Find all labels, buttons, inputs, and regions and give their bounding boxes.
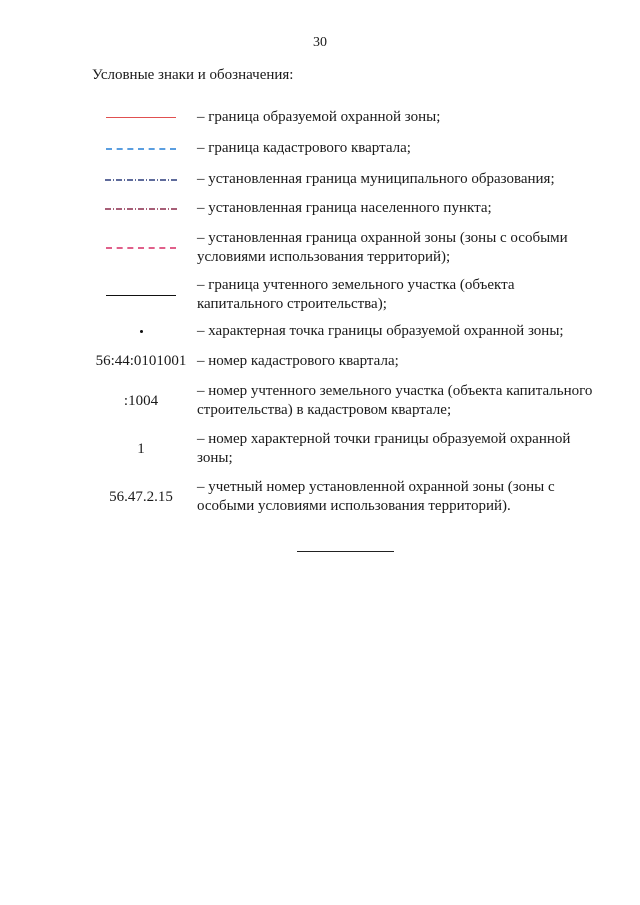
end-divider xyxy=(297,551,394,552)
legend-description: – установленная граница муниципального образования; xyxy=(197,171,555,187)
protection-zone-boundary-symbol xyxy=(92,117,190,118)
legend-item xyxy=(92,108,612,127)
cadastral-quarter-boundary-symbol xyxy=(92,148,190,150)
legend-description: – номер характерной точки границы образуемой охранной зоны; xyxy=(197,431,571,466)
characteristic-point-symbol xyxy=(92,330,190,333)
legend-item xyxy=(92,276,612,314)
legend-item xyxy=(92,352,612,371)
legend-description: – граница образуемой охранной зоны; xyxy=(197,109,441,125)
legend-item xyxy=(92,382,612,420)
legend-description: – установленная граница охранной зоны (зоны с особыми условиями использования территорий); xyxy=(197,230,568,265)
legend-item xyxy=(92,430,612,468)
land-plot-number-symbol: :1004 xyxy=(123,392,159,409)
settlement-boundary-symbol xyxy=(92,207,190,211)
legend-title: Условные знаки и обозначения: xyxy=(92,67,294,83)
legend-item xyxy=(92,170,612,189)
established-protection-zone-symbol xyxy=(92,247,190,249)
municipal-boundary-symbol xyxy=(92,178,190,182)
legend-item xyxy=(92,478,612,516)
legend-description: – номер учтенного земельного участка (объекта капитального строительства) в кадастровом квартале; xyxy=(197,383,593,418)
legend-description: – граница учтенного земельного участка (объекта капитального строительства); xyxy=(197,277,515,312)
legend-item xyxy=(92,199,612,218)
cadastral-quarter-number-symbol: 56:44:0101001 xyxy=(95,353,187,369)
legend-description: – учетный номер установленной охранной зоны (зоны с особыми условиями использования территорий). xyxy=(197,479,555,514)
page-number: 30 xyxy=(313,35,327,50)
legend-description: – граница кадастрового квартала; xyxy=(197,140,411,156)
legend-item xyxy=(92,322,612,341)
characteristic-point-number-symbol: 1 xyxy=(137,440,145,457)
protection-zone-record-number-symbol: 56.47.2.15 xyxy=(109,488,173,505)
legend-description: – установленная граница населенного пункта; xyxy=(197,200,492,216)
legend-description: – номер кадастрового квартала; xyxy=(197,353,399,369)
legend-item xyxy=(92,139,612,158)
legend-item xyxy=(92,229,612,267)
land-plot-boundary-symbol xyxy=(92,295,190,296)
legend-description: – характерная точка границы образуемой охранной зоны; xyxy=(197,323,564,339)
